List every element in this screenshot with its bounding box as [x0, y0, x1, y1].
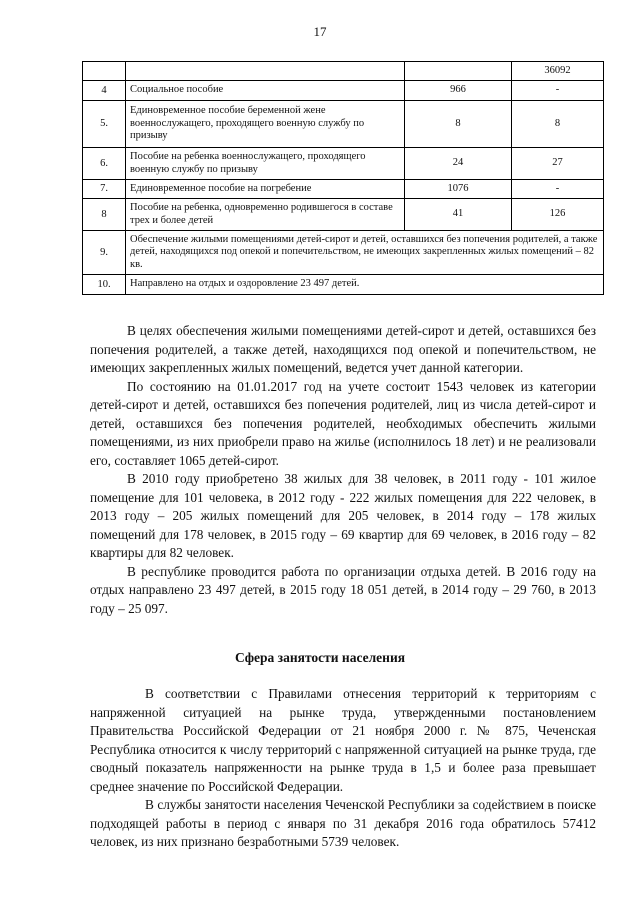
cell-name: [126, 62, 405, 81]
table-row: [83, 199, 604, 231]
section-heading: Сфера занятости населения: [234, 650, 406, 665]
cell-value-1: 41: [405, 199, 512, 231]
cell-value-1: 966: [405, 81, 512, 101]
section-body-text: [90, 685, 596, 852]
cell-name: Пособие на ребенка, одновременно родившегося в составе трех и более детей: [126, 199, 405, 231]
cell-num: 7.: [83, 180, 126, 199]
paragraph: В целях обеспечения жилыми помещениями детей-сирот и детей, оставшихся без попечения родителей, а также детей, находящихся под опекой и попечительством, не имеющих закрепленных жилых помещений, ведется учет данной категории.: [90, 323, 596, 375]
cell-span-text: Направлено на отдых и оздоровление 23 497 детей.: [126, 275, 604, 295]
benefits-table: [82, 61, 604, 295]
cell-value-2: -: [512, 81, 604, 101]
page-number: 17: [313, 24, 327, 39]
cell-num: 10.: [83, 275, 126, 295]
cell-value-2: 27: [512, 148, 604, 180]
table-row: [83, 148, 604, 180]
cell-value-1: [405, 62, 512, 81]
cell-name: Единовременное пособие на погребение: [126, 180, 405, 199]
cell-num: 8: [83, 199, 126, 231]
cell-value-2: 8: [512, 101, 604, 148]
paragraph: В службы занятости населения Чеченской Республики за содействием в поиске подходящей работы в период с января по 31 декабря 2016 года обратилось 57412 человек, из них признано безработными 5739 человек.: [90, 797, 596, 849]
paragraph: В республике проводится работа по организации отдыха детей. В 2016 году на отдых направлено 23 497 детей, в 2015 году 18 051 детей, в 2014 году – 29 760, в 2013 году – 25 097.: [90, 563, 596, 616]
paragraph: По состоянию на 01.01.2017 год на учете состоит 1543 человек из категории детей-сирот и детей, оставшихся без попечения родителей, лиц из числа детей-сирот и детей, оставшихся без попечения родителей, необходимых обеспечить жилыми помещениями, из них приобрели право на жилье (исполнилось 18 лет) и не реализовали его, составляет 1065 детей-сирот.: [90, 378, 596, 468]
cell-name: Социальное пособие: [126, 81, 405, 101]
cell-value-1: 1076: [405, 180, 512, 199]
cell-name: Единовременное пособие беременной жене военнослужащего, проходящего военную службу по призыву: [126, 101, 405, 148]
table-row: [83, 81, 604, 101]
cell-name: Пособие на ребенка военнослужащего, проходящего военную службу по призыву: [126, 148, 405, 180]
cell-span-text: Обеспечение жилыми помещениями детей-сирот и детей, оставшихся без попечения родителей, а также детей, находящихся под опекой и попечительством, не имеющих закрепленных жилых помещений – 82 кв.: [126, 231, 604, 275]
cell-value-1: 24: [405, 148, 512, 180]
cell-value-1: 8: [405, 101, 512, 148]
cell-value-2: 126: [512, 199, 604, 231]
table-row: [83, 231, 604, 275]
cell-num: 5.: [83, 101, 126, 148]
paragraph: В 2010 году приобретено 38 жилых для 38 человек, в 2011 году - 101 жилое помещение для 101 человека, в 2012 году - 222 жилых помещения для 222 человек, в 2013 году – 205 жилых помещений для 205 человек, в 2014 году – 178 жилых помещений для 178 человек, в 2015 году – 69 квартир для 69 человек, в 2016 году – 82 квартиры для 82 человек.: [90, 471, 596, 560]
table-row: [83, 180, 604, 199]
cell-value-2: 36092: [512, 62, 604, 81]
paragraph: В соответствии с Правилами отнесения территорий к территориям с напряженной ситуацией на рынке труда, утвержденными постановлением Правительства Российской Федерации от 21 ноября 2000 г. № 875, Чеченская Республика относится к числу территорий с напряженной ситуацией на рынке труда, где сводный показатель напряженности на рынке труда в 1,5 и более раза превышает среднее значение по Российской Федерации.: [90, 686, 596, 794]
cell-num: [83, 62, 126, 81]
body-text: [90, 322, 596, 618]
table-row: [83, 62, 604, 81]
cell-value-2: -: [512, 180, 604, 199]
cell-num: 9.: [83, 231, 126, 275]
table-row: [83, 275, 604, 295]
cell-num: 4: [83, 81, 126, 101]
table-row: [83, 101, 604, 148]
cell-num: 6.: [83, 148, 126, 180]
